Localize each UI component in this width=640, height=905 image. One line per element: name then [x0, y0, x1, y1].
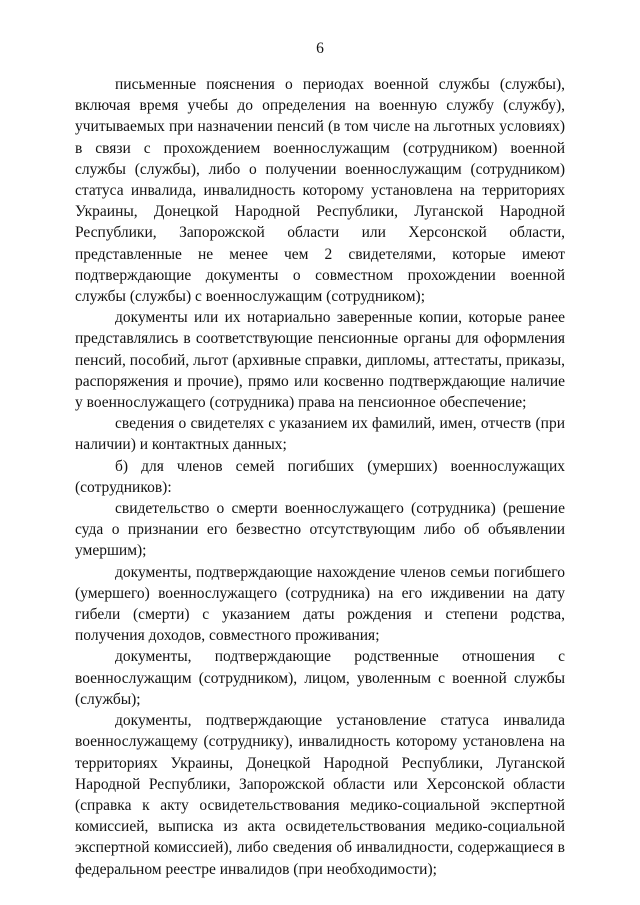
paragraph-disability-documents: документы, подтверждающие установление статуса инвалида военнослужащему (сотруднику), инвалидность которому установлена на территориях Украины, Донецкой Народной Республики, Луганской Народной Республики, Запорожской области или Херсонской области (справка к акту освидетельствования медико-социальной экспертной комиссией, выписка из акта освидетельствования медико-социальной экспертной комиссией), либо сведения об инвалидности, содержащиеся в федеральном реестре инвалидов (при необходимости);	[75, 712, 565, 878]
paragraph-documents-copies: документы или их нотариально заверенные копии, которые ранее представлялись в соответствующие пенсионные органы для оформления пенсий, пособий, льгот (архивные справки, дипломы, аттестаты, приказы, распоряжения и прочие), прямо или косвенно подтверждающие наличие у военнослужащего (сотрудника) права на пенсионное обеспечение;	[75, 309, 565, 412]
paragraph-kinship-documents: документы, подтверждающие родственные отношения с военнослужащим (сотрудником), лицом, уволенным с военной службы (службы);	[75, 648, 565, 708]
paragraph-written-explanations: письменные пояснения о периодах военной службы (службы), включая время учебы до определения на военную службу (службу), учитываемых при назначении пенсий (в том числе на льготных условиях) в связи с прохождением военнослужащим (сотрудником) военной службы (службы), либо о получении военнослужащим (сотрудником) статуса инвалида, инвалидность которому установлена на территориях Украины, Донецкой Народной Республики, Луганской Народной Республики, Запорожской области или Херсонской области, представленные не менее чем 2 свидетелями, которые имеют подтверждающие документы о совместном прохождении военной службы (службы) с военнослужащим (сотрудником);	[75, 76, 565, 306]
document-body	[75, 74, 565, 880]
paragraph-family-members-heading: б) для членов семей погибших (умерших) военнослужащих (сотрудников):	[75, 457, 565, 496]
paragraph-witness-info: сведения о свидетелях с указанием их фамилий, имен, отчеств (при наличии) и контактных данных;	[75, 415, 565, 454]
page-number: 6	[316, 40, 324, 57]
paragraph-death-certificate: свидетельство о смерти военнослужащего (сотрудника) (решение суда о признании его безвестно отсутствующим либо об объявлении умершим);	[75, 500, 565, 560]
paragraph-dependency-documents: документы, подтверждающие нахождение членов семьи погибшего (умершего) военнослужащего (сотрудника) на его иждивении на дату гибели (смерти) с указанием даты рождения и степени родства, получения доходов, совместного проживания;	[75, 563, 565, 645]
